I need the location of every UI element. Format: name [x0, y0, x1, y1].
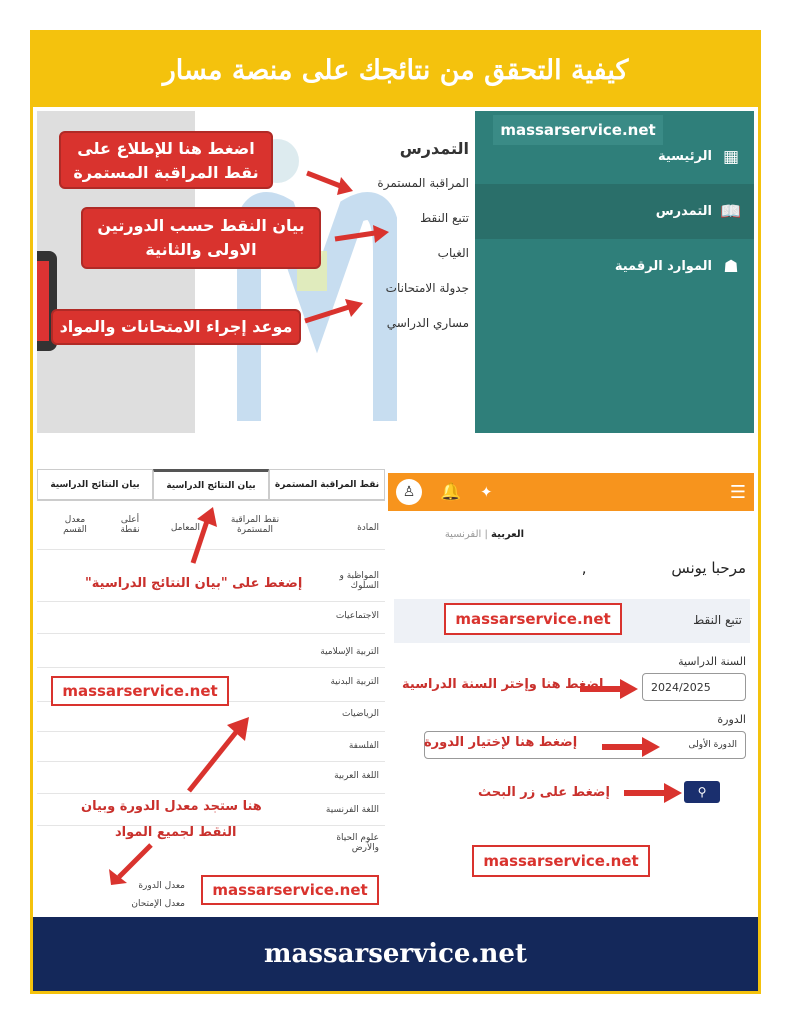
tab-continuous-assessment[interactable]: نقط المراقبة المستمرة — [269, 469, 385, 500]
top-bar — [388, 473, 754, 511]
phone-screen — [37, 261, 49, 341]
session-label: الدورة — [717, 713, 746, 726]
watermark: massarservice.net — [493, 115, 663, 145]
language-switch — [445, 529, 524, 540]
search-icon: ⚲ — [697, 785, 707, 799]
sidebar — [475, 111, 754, 433]
results-tabs — [37, 469, 385, 501]
term-average-label: معدل الدورة — [138, 881, 185, 891]
callout-grade-tracking — [81, 207, 321, 269]
arrow-icon — [305, 167, 355, 197]
arrow-icon — [303, 297, 365, 327]
callout-line: اضغط هنا للإطلاع على — [77, 139, 255, 158]
greeting — [582, 559, 746, 577]
instruction-tab: إضغط على "بيان النتائج الدراسية" — [85, 576, 303, 591]
instruction-year: إضغط هنا وإختر السنة الدراسية — [402, 677, 604, 692]
user-icon[interactable]: ♙ — [396, 479, 422, 505]
arrow-icon — [333, 223, 391, 247]
arrow-icon — [183, 505, 223, 565]
table-row: الاجتماعيات — [335, 611, 379, 621]
table-row: اللغة العربية — [334, 771, 379, 781]
section-title: تتبع النقط — [693, 613, 742, 627]
table-row: اللغة الفرنسية — [325, 805, 379, 815]
table-row: التربية الإسلامية — [320, 647, 379, 657]
watermark: massarservice.net — [444, 603, 622, 635]
session-select[interactable]: الدورة الأولى — [424, 731, 746, 759]
year-select[interactable]: 2024/2025 — [642, 673, 746, 701]
column-header: معدل القسم — [63, 515, 87, 535]
tracking-screenshot — [388, 441, 754, 911]
footer-site: massarservice.net — [33, 917, 758, 991]
satellite-icon[interactable]: ✦ — [480, 483, 493, 501]
menu-item-my-path[interactable]: مساري الدراسي — [386, 316, 469, 330]
infographic-frame — [30, 30, 761, 994]
menu-icon[interactable]: ☰ — [729, 481, 746, 503]
callout-line: الاولى والثانية — [145, 240, 257, 259]
column-header: المادة — [357, 523, 379, 533]
results-screenshot — [37, 441, 385, 911]
table-row: التربية البدنية — [330, 677, 379, 687]
dashboard-icon: ▦ — [722, 146, 740, 167]
arrow-icon — [107, 841, 157, 887]
table-row: المواظبة و السلوك — [339, 571, 379, 591]
instruction-average: النقط لجميع المواد — [115, 825, 237, 840]
language-arabic[interactable]: العربية — [491, 529, 524, 540]
arrow-icon — [600, 737, 662, 757]
callout-line: نقط المراقبة المستمرة — [73, 163, 259, 182]
tab-results-statement[interactable]: بيان النتائج الدراسية — [153, 469, 269, 500]
instruction-session: إضغط هنا لإختيار الدورة — [424, 735, 578, 750]
language-french[interactable]: الفرنسية — [444, 529, 482, 540]
network-icon: ☗ — [723, 256, 739, 277]
page-title: كيفية التحقق من نتائجك على منصة مسار — [33, 33, 758, 107]
sidebar-item-label: التمدرس — [655, 204, 712, 219]
bell-icon[interactable]: 🔔 — [440, 482, 462, 502]
callout-exam-schedule — [51, 309, 301, 345]
year-label: السنة الدراسية — [678, 655, 746, 668]
sidebar-item-label: الموارد الرقمية — [614, 259, 712, 274]
search-button[interactable] — [684, 781, 720, 803]
menu-item-exam-schedule[interactable]: جدولة الامتحانات — [385, 281, 469, 295]
menu-item-grade-tracking[interactable]: تتبع النقط — [420, 211, 469, 225]
divider — [37, 633, 385, 634]
sidebar-item-schooling[interactable] — [475, 184, 754, 239]
exam-average-label: معدل الإمتحان — [131, 899, 185, 909]
divider — [37, 667, 385, 668]
arrow-icon — [578, 679, 640, 699]
column-header: المعامل — [170, 523, 200, 533]
language-separator: | — [484, 529, 488, 540]
table-row: علوم الحياة والأرض — [336, 833, 379, 853]
callout-line: موعد إجراء الامتحانات والمواد — [59, 317, 293, 336]
divider — [37, 601, 385, 602]
column-header: أعلى نقطة — [120, 515, 140, 535]
sidebar-item-label: الرئيسية — [657, 149, 712, 164]
callout-line: بيان النقط حسب الدورتين — [97, 216, 305, 235]
instruction-average: هنا ستجد معدل الدورة وبيان — [81, 799, 262, 814]
column-header: نقط المراقبة المستمرة — [230, 515, 280, 535]
menu-title: التمدرس — [399, 139, 469, 158]
table-row: الرياضيات — [341, 709, 379, 719]
menu-item-continuous-assessment[interactable]: المراقبة المستمرة — [377, 176, 469, 190]
watermark: massarservice.net — [51, 676, 229, 706]
sidebar-item-digital-resources[interactable] — [475, 239, 754, 294]
menu-item-absence[interactable]: الغياب — [437, 246, 469, 260]
top-screenshot — [37, 111, 754, 433]
greeting-text: مرحبا يونس — [671, 559, 746, 577]
arrow-icon — [622, 783, 684, 803]
watermark: massarservice.net — [472, 845, 650, 877]
table-row: الفلسفة — [348, 741, 379, 751]
book-icon: 📖 — [720, 201, 742, 222]
greeting-comma: , — [581, 559, 587, 577]
watermark: massarservice.net — [201, 875, 379, 905]
tab-results-statement-2[interactable]: بيان النتائج الدراسية — [37, 469, 153, 500]
instruction-search: إضغط على زر البحث — [478, 785, 610, 800]
arrow-icon — [183, 715, 253, 795]
callout-continuous-assessment — [59, 131, 273, 189]
